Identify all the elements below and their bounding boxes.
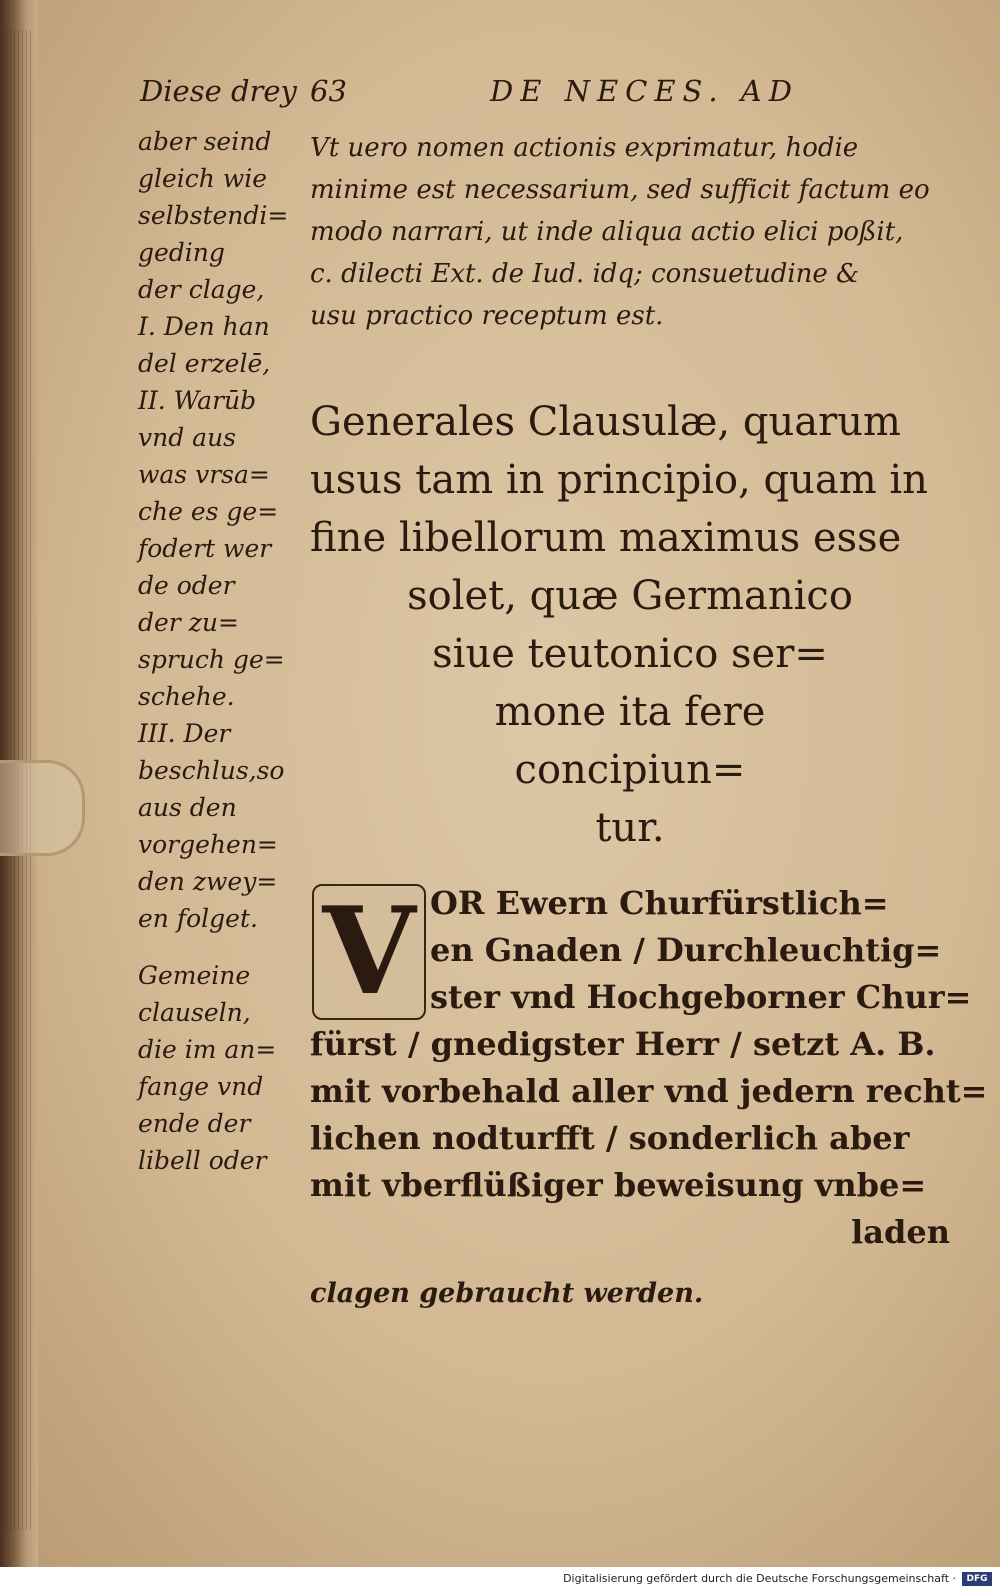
- gloss-line: beschlus,so: [138, 756, 285, 785]
- gloss-line: der clage,: [138, 275, 265, 304]
- gloss-note-line: ende der: [138, 1109, 251, 1138]
- formula-line: mit vberflüßiger beweisung vnbe=: [310, 1166, 927, 1204]
- gloss-line: II. Warūb: [138, 386, 257, 415]
- funding-credit: Digitalisierung gefördert durch die Deutsche Forschungsgemeinschaft ·: [563, 1572, 956, 1585]
- gloss-line: den zwey=: [138, 867, 278, 896]
- gloss-line: en folget.: [138, 904, 258, 933]
- catchline: [145, 1278, 703, 1309]
- gloss-line: III. Der: [138, 719, 231, 748]
- gloss-line: aber seind: [138, 127, 272, 156]
- intro-line: c. dilecti Ext. de Iud. idq; consuetudine &: [310, 259, 860, 289]
- heading-line: tur.: [595, 805, 665, 851]
- gloss-line: aus den: [138, 793, 237, 822]
- dfg-logo: DFG: [962, 1572, 992, 1586]
- gloss-note-line: Gemeine: [138, 961, 251, 990]
- page-header: [0, 70, 1000, 120]
- intro-line: modo narrari, ut inde aliqua actio elici poßit,: [310, 217, 904, 247]
- gloss-line: was vrsa=: [138, 460, 270, 489]
- intro-line: usu practico receptum est.: [310, 301, 664, 331]
- gloss-line: selbstendi=: [138, 201, 289, 230]
- catchline-text: clagen gebraucht werden.: [310, 1278, 704, 1309]
- gloss-line: de oder: [138, 571, 235, 600]
- heading-line: solet, quæ Germanico: [407, 573, 853, 619]
- intro-line: minime est necessarium, sed sufficit factum eo: [310, 175, 930, 205]
- gloss-line: geding: [138, 238, 225, 267]
- heading-line: concipiun=: [514, 747, 746, 793]
- heading-line: fine libellorum maximus esse: [310, 515, 902, 561]
- gloss-line: del erzelē,: [138, 349, 271, 378]
- gloss-line: che es ge=: [138, 497, 279, 526]
- gloss-gap: [138, 937, 298, 957]
- heading-line: Generales Clausulæ, quarum: [310, 399, 901, 445]
- formula-line: ster vnd Hochgeborner Chur=: [430, 978, 972, 1016]
- section-heading: [310, 393, 950, 857]
- running-title: DE NECES. AD: [490, 74, 800, 108]
- gloss-note-line: die im an=: [138, 1035, 277, 1064]
- gloss-line: gleich wie: [138, 164, 268, 193]
- gloss-head: Diese drey: [140, 74, 297, 108]
- formula-line: mit vorbehald aller vnd jedern recht=: [310, 1072, 988, 1110]
- footer-bar: [0, 1567, 1000, 1591]
- gloss-line: vnd aus: [138, 423, 237, 452]
- gloss-note-line: clauseln,: [138, 998, 251, 1027]
- formula-line: en Gnaden / Durchleuchtig=: [430, 931, 942, 969]
- heading-line: mone ita fere: [494, 689, 766, 735]
- gloss-line: spruch ge=: [138, 645, 285, 674]
- formula-line: OR Ewern Churfürstlich=: [430, 884, 889, 922]
- gloss-line: schehe.: [138, 682, 235, 711]
- gloss-line: fodert wer: [138, 534, 272, 563]
- drop-cap: V: [312, 884, 426, 1020]
- gloss-note-line: libell oder: [138, 1146, 267, 1175]
- gloss-line: vorgehen=: [138, 830, 278, 859]
- marginal-gloss: [138, 123, 298, 1179]
- formula-paragraph: [310, 880, 988, 1256]
- heading-line: usus tam in principio, quam in: [310, 457, 928, 503]
- gloss-line: I. Den han: [138, 312, 270, 341]
- gloss-note-line: fange vnd: [138, 1072, 264, 1101]
- gloss-line: der zu=: [138, 608, 239, 637]
- page-number: 63: [310, 74, 347, 108]
- formula-line: laden: [851, 1213, 950, 1251]
- formula-line: fürst / gnedigster Herr / setzt A. B.: [310, 1025, 936, 1063]
- heading-line: siue teutonico ser=: [432, 631, 828, 677]
- intro-line: Vt uero nomen actionis exprimatur, hodie: [310, 133, 859, 163]
- clasp-shadow: [0, 760, 85, 856]
- formula-line: lichen nodturfft / sonderlich aber: [310, 1119, 910, 1157]
- intro-paragraph: [310, 127, 950, 337]
